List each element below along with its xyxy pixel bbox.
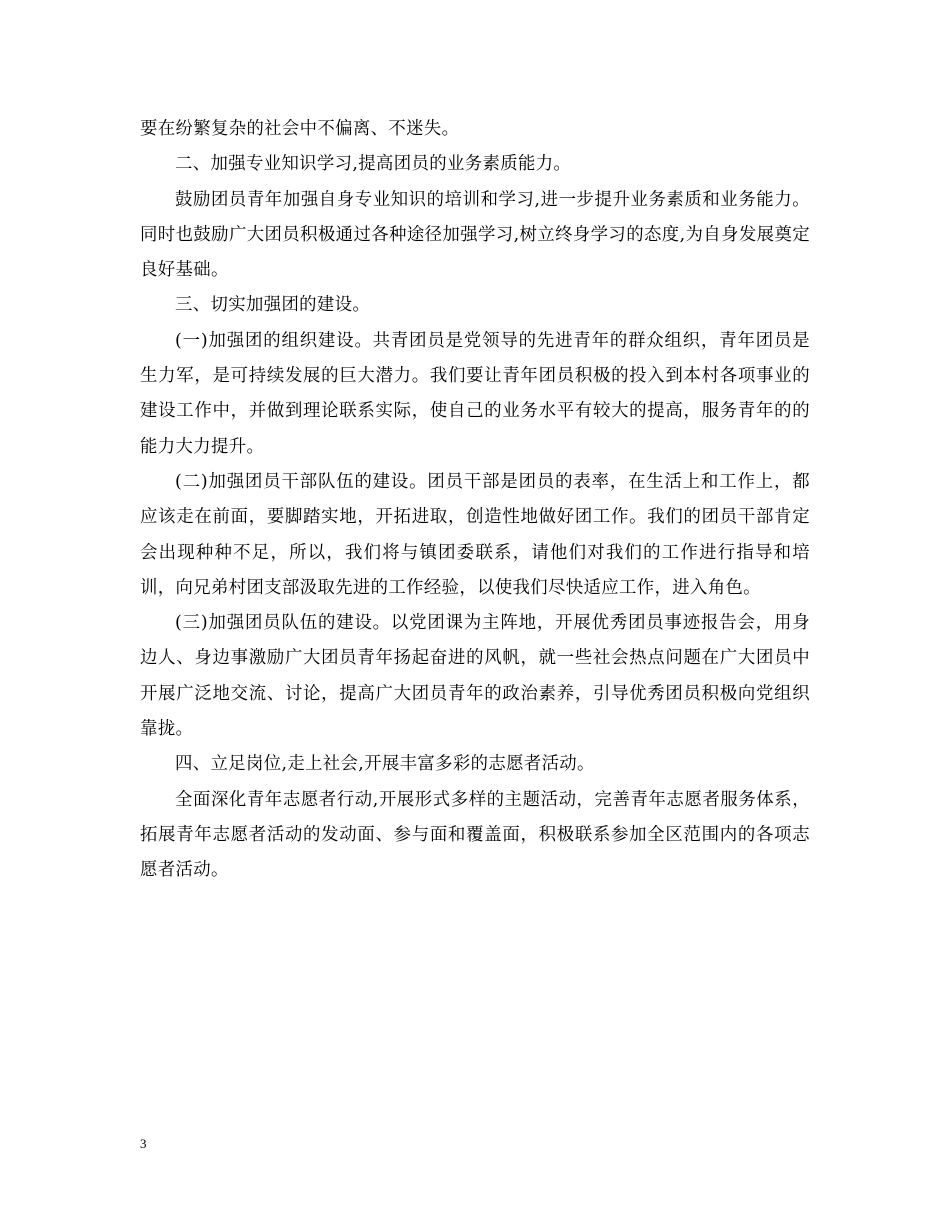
paragraph-organization-building: (一)加强团的组织建设。共青团员是党领导的先进青年的群众组织，青年团员是生力军，是可持续发展的巨大潜力。我们要让青年团员积极的投入到本村各项事业的建设工作中，并做到理论联系实际，使自己的业务水平有较大的提高，服务青年的的能力大力提升。: [140, 330, 810, 457]
document-body: [140, 112, 810, 889]
heading-section-three: 三、切实加强团的建设。: [175, 295, 371, 316]
paragraph-member-team-building: (三)加强团员队伍的建设。以党团课为主阵地，开展优秀团员事迹报告会，用身边人、身边事激励广大团员青年扬起奋进的风帆，就一些社会热点问题在广大团员中开展广泛地交流、讨论，提高广大团员青年的政治素养，引导优秀团员积极向党组织靠拢。: [140, 613, 810, 740]
paragraph-continuation: 要在纷繁复杂的社会中不偏离、不迷失。: [140, 119, 460, 139]
page-number: 3: [140, 1136, 147, 1151]
paragraph-professional-learning: 鼓励团员青年加强自身专业知识的培训和学习,进一步提升业务素质和业务能力。同时也鼓励广大团员积极通过各种途径加强学习,树立终身学习的态度,为自身发展奠定良好基础。: [140, 189, 810, 281]
paragraph-volunteer-activities: 全面深化青年志愿者行动,开展形式多样的主题活动，完善青年志愿者服务体系，拓展青年志愿者活动的发动面、参与面和覆盖面，积极联系参加全区范围内的各项志愿者活动。: [140, 789, 810, 881]
paragraph-cadre-building: (二)加强团员干部队伍的建设。团员干部是团员的表率，在生活上和工作上，都应该走在前面，要脚踏实地，开拓进取，创造性地做好团工作。我们的团员干部肯定会出现种种不足，所以，我们将与镇团委联系，请他们对我们的工作进行指导和培训，向兄弟村团支部汲取先进的工作经验，以使我们尽快适应工作，进入角色。: [140, 471, 810, 598]
heading-section-two: 二、加强专业知识学习,提高团员的业务素质能力。: [175, 154, 572, 175]
heading-section-four: 四、立足岗位,走上社会,开展丰富多彩的志愿者活动。: [175, 754, 595, 775]
